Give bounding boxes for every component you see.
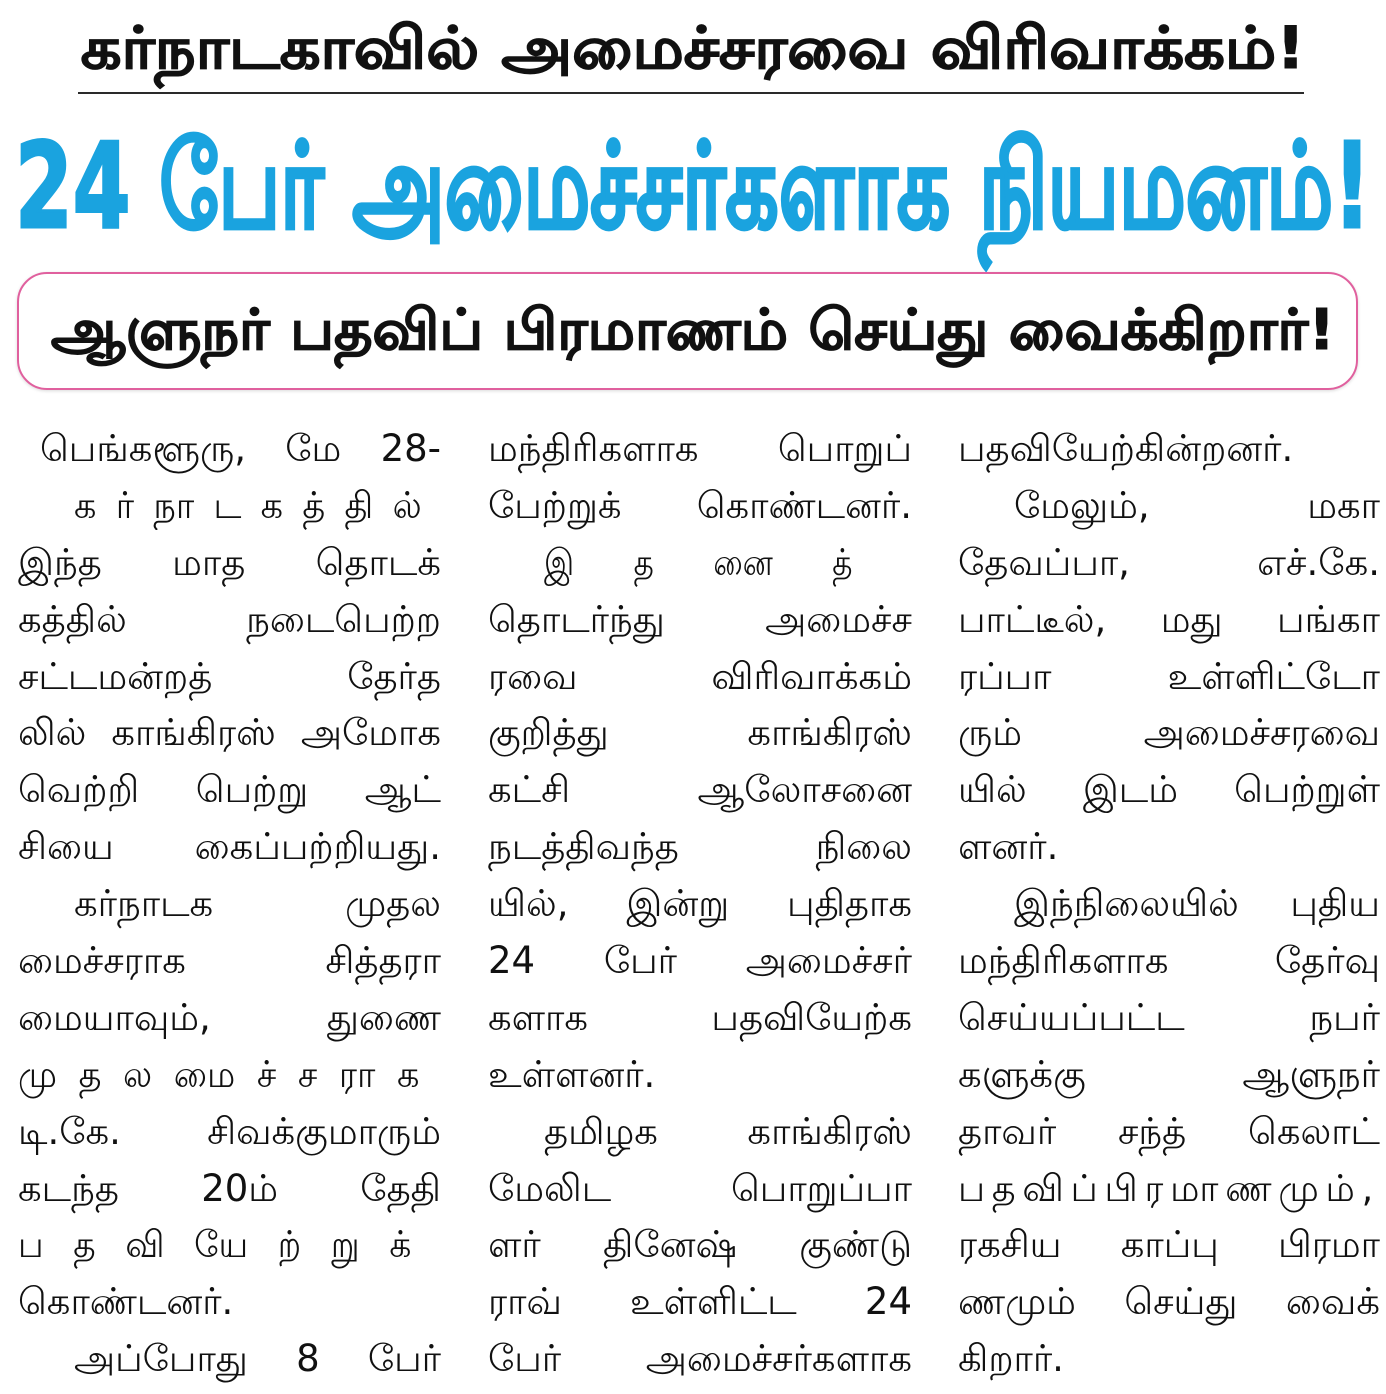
article-line: 24 பேர் அமைச்சர் bbox=[488, 939, 912, 983]
article-line: அப்போது 8 பேர் bbox=[74, 1337, 441, 1381]
article-line: நடத்திவந்த நிலை bbox=[488, 825, 912, 869]
kicker-container bbox=[0, 12, 1386, 84]
article-line: தொடர்ந்து அமைச்ச bbox=[488, 597, 912, 641]
article-line: பாட்டீல், மது பங்கா bbox=[958, 597, 1380, 641]
article-line: ரகசிய காப்பு பிரமா bbox=[958, 1223, 1380, 1267]
article-line: செய்யப்பட்ட நபர் bbox=[958, 995, 1380, 1039]
main-headline: 24 பேர் அமைச்சர்களாக நியமனம்! bbox=[15, 117, 1371, 255]
article-line: இந்நிலையில் புதிய bbox=[1014, 882, 1380, 926]
article-line: கட்சி ஆலோசனை bbox=[488, 768, 912, 812]
article-line: களுக்கு ஆளுநர் bbox=[958, 1052, 1380, 1096]
kicker-heading: கர்நாடகாவில் அமைச்சரவை விரிவாக்கம்! bbox=[80, 14, 1306, 82]
article-column-1 bbox=[18, 421, 441, 1388]
article-line: கிறார். bbox=[958, 1337, 1064, 1381]
article-line: தேவப்பா, எச்.கே. bbox=[958, 540, 1380, 584]
article-line: மந்திரிகளாக பொறுப் bbox=[488, 427, 912, 470]
headline-container bbox=[0, 108, 1386, 264]
article-line: ரப்பா உள்ளிட்டோ bbox=[958, 654, 1380, 698]
article-line: உள்ளனர். bbox=[488, 1052, 656, 1096]
article-column-3 bbox=[958, 421, 1380, 1388]
article-line: சியை கைப்பற்றியது. bbox=[18, 825, 441, 869]
article-line: ராவ் உள்ளிட்ட 24 bbox=[488, 1280, 912, 1324]
article-line: இதனைத் bbox=[544, 540, 912, 584]
article-line: பதவிப்பிரமாணமும், bbox=[958, 1166, 1380, 1210]
article-line: பதவியேற்கின்றனர். bbox=[958, 427, 1294, 470]
article-line: தமிழக காங்கிரஸ் bbox=[544, 1109, 912, 1153]
article-line: ணமும் செய்து வைக் bbox=[958, 1280, 1380, 1324]
subheadline: ஆளுநர் பதவிப் பிரமாணம் செய்து வைக்கிறார்! bbox=[50, 298, 1336, 363]
article-line: யில், இன்று புதிதாக bbox=[488, 882, 912, 926]
article-line: முதலமைச்சராக bbox=[18, 1052, 441, 1096]
article-line: கர்நாடகத்தில் bbox=[74, 483, 441, 527]
article-line: கடந்த 20ம் தேதி bbox=[18, 1166, 441, 1210]
article-line: கர்நாடக முதல bbox=[74, 882, 441, 926]
article-line: பதவியேற்றுக் bbox=[18, 1223, 441, 1267]
article-line: யில் இடம் பெற்றுள் bbox=[958, 768, 1380, 812]
article-line: ரும் அமைச்சரவை bbox=[958, 711, 1380, 755]
article-line: சட்டமன்றத் தேர்த bbox=[18, 654, 441, 698]
article-line: இந்த மாத தொடக் bbox=[18, 540, 441, 584]
article-line: லில் காங்கிரஸ் அமோக bbox=[18, 711, 441, 755]
subheadline-container bbox=[0, 276, 1386, 386]
article-line: பேர் அமைச்சர்களாக bbox=[488, 1337, 912, 1381]
article-line: களாக பதவியேற்க bbox=[488, 995, 912, 1039]
dateline: பெங்களூரு, மே 28- bbox=[40, 427, 441, 470]
article-line: மைச்சராக சித்தரா bbox=[18, 939, 441, 983]
article-line: வெற்றி பெற்று ஆட் bbox=[18, 768, 441, 812]
article-line: தாவர் சந்த் கெலாட் bbox=[958, 1109, 1380, 1153]
article-line: மேலிட பொறுப்பா bbox=[488, 1166, 912, 1210]
article-line: மேலும், மகா bbox=[1014, 483, 1380, 527]
article-line: ளர் தினேஷ் குண்டு bbox=[488, 1223, 912, 1267]
article-line: குறித்து காங்கிரஸ் bbox=[488, 711, 912, 755]
article-line: டி.கே. சிவக்குமாரும் bbox=[18, 1109, 441, 1153]
article-line: கொண்டனர். bbox=[18, 1280, 234, 1324]
article-line: மையாவும், துணை bbox=[18, 995, 441, 1039]
article-line: ரவை விரிவாக்கம் bbox=[488, 654, 912, 698]
article-column-2 bbox=[488, 421, 912, 1388]
heading-divider bbox=[78, 92, 1304, 94]
article-line: மந்திரிகளாக தேர்வு bbox=[958, 939, 1380, 983]
article-line: பேற்றுக் கொண்டனர். bbox=[488, 483, 912, 527]
article-line: கத்தில் நடைபெற்ற bbox=[18, 597, 441, 641]
article-line: ளனர். bbox=[958, 825, 1059, 869]
